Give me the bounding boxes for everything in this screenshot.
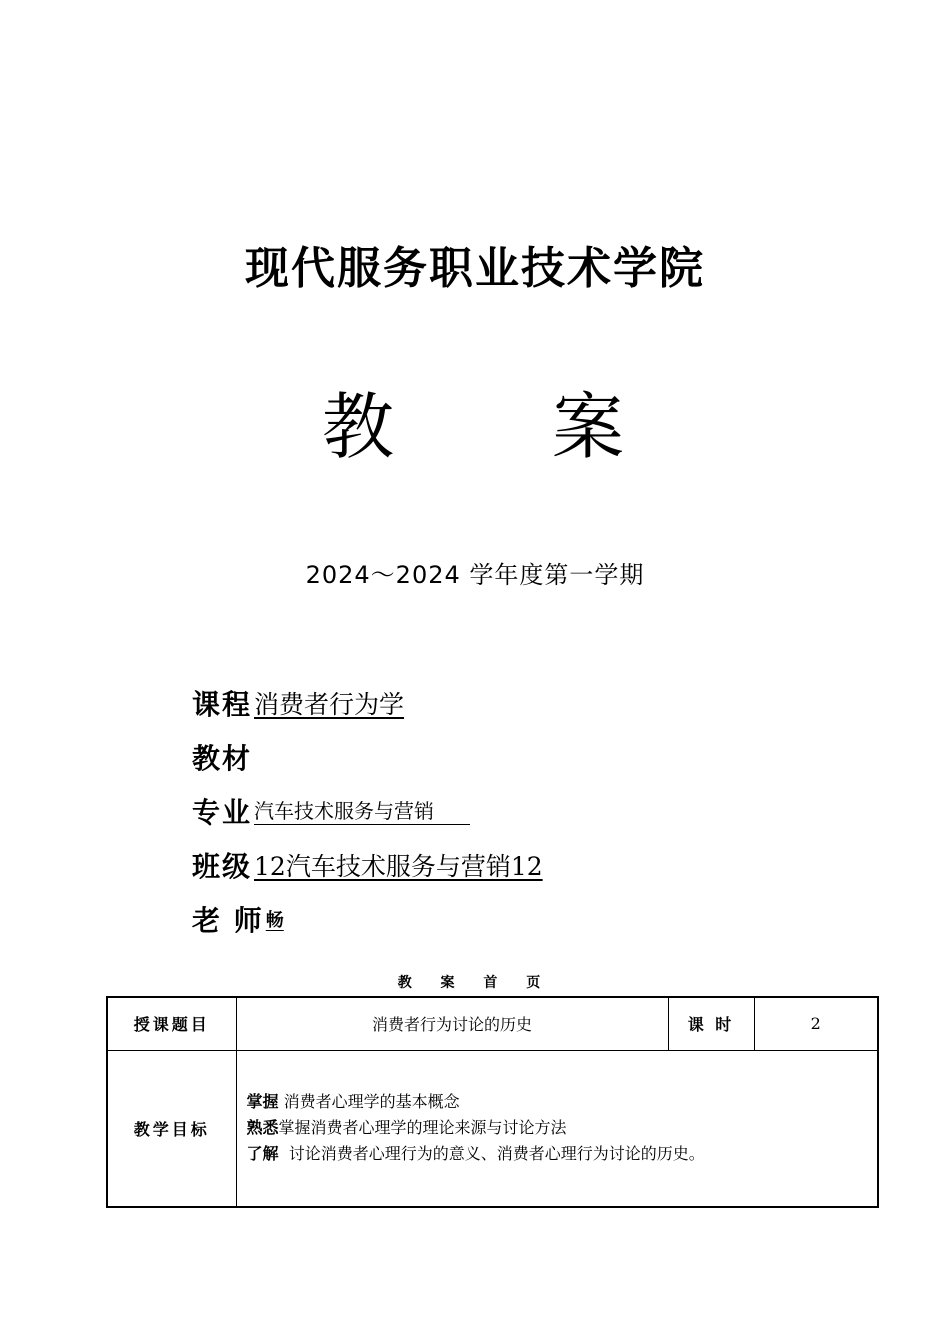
objective-text: 掌握消费者心理学的理论来源与讨论方法 (278, 1118, 567, 1138)
table-row-objectives (107, 1050, 878, 1207)
info-row-course (192, 676, 543, 730)
major-value: 汽车技术服务与营销 (254, 798, 470, 825)
school-name: 现代服务职业技术学院 (245, 243, 705, 294)
document-title-char-2: 案 (552, 385, 625, 469)
objective-line (247, 1115, 878, 1141)
major-label: 专业 (192, 796, 253, 829)
topic-value: 消费者行为讨论的历史 (236, 997, 668, 1050)
hours-label: 课 时 (668, 997, 754, 1050)
course-value: 消费者行为学 (254, 690, 405, 719)
info-row-class (192, 838, 543, 892)
hours-value: 2 (754, 997, 878, 1050)
topic-label: 授课题目 (107, 997, 236, 1050)
objective-key: 熟悉 (246, 1118, 279, 1138)
class-value: 12汽车技术服务与营销12 (254, 852, 543, 881)
table-row-topic (107, 997, 878, 1050)
course-label: 课程 (192, 688, 253, 721)
info-row-textbook (192, 730, 543, 784)
objective-key: 了解 (246, 1144, 279, 1164)
info-row-teacher (192, 892, 543, 946)
teacher-value: 畅 (265, 910, 284, 931)
table-caption: 教 案 首 页 (397, 975, 553, 991)
objective-line (247, 1089, 878, 1115)
objective-line (247, 1141, 878, 1167)
course-info (192, 676, 543, 946)
objective-text: 讨论消费者心理行为的意义、消费者心理行为讨论的历史。 (278, 1144, 705, 1164)
document-title (0, 382, 950, 472)
objective-key: 掌握 (246, 1092, 279, 1112)
academic-term: 2024～2024 学年度第一学期 (305, 561, 645, 589)
objectives-label: 教学目标 (107, 1050, 236, 1207)
objective-text: 消费者心理学的基本概念 (278, 1092, 460, 1112)
textbook-label: 教材 (192, 742, 253, 775)
document-title-char-1: 教 (322, 385, 395, 469)
teacher-label: 老 师 (192, 904, 264, 937)
class-label: 班级 (192, 850, 253, 883)
lesson-front-table (106, 996, 879, 1208)
objectives-content (236, 1050, 878, 1207)
info-row-major (192, 784, 543, 838)
